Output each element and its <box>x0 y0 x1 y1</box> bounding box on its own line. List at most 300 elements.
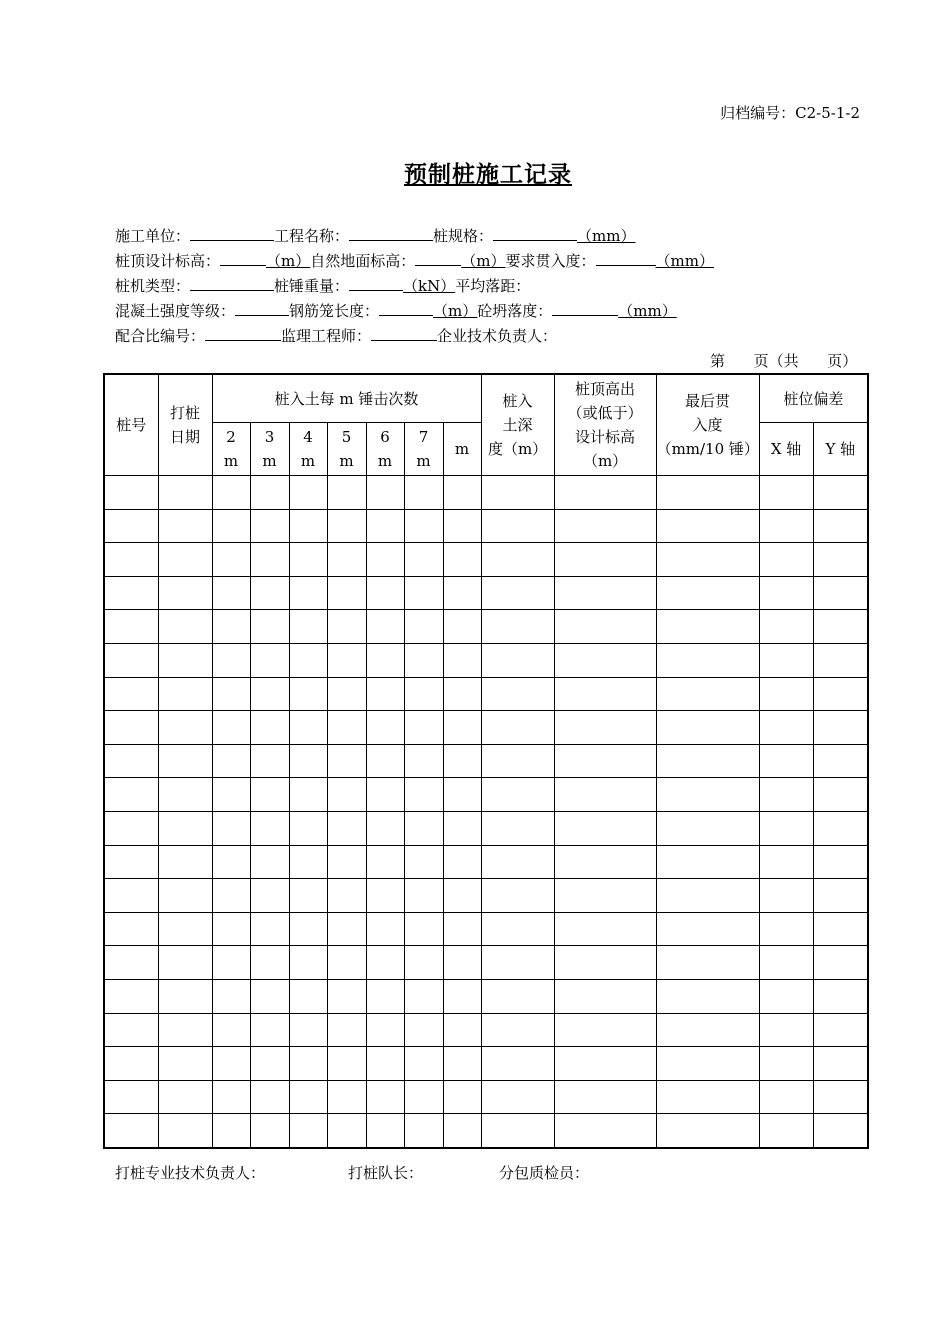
table-cell[interactable] <box>759 912 813 946</box>
table-cell[interactable] <box>443 677 481 711</box>
table-cell[interactable] <box>158 1047 212 1081</box>
table-cell[interactable] <box>212 946 250 980</box>
table-cell[interactable] <box>813 677 868 711</box>
table-cell[interactable] <box>250 509 289 543</box>
table-cell[interactable] <box>813 979 868 1013</box>
table-cell[interactable] <box>813 543 868 577</box>
table-cell[interactable] <box>759 711 813 745</box>
table-cell[interactable] <box>250 677 289 711</box>
table-cell[interactable] <box>212 979 250 1013</box>
table-cell[interactable] <box>104 543 158 577</box>
table-cell[interactable] <box>366 845 404 879</box>
table-cell[interactable] <box>759 946 813 980</box>
table-cell[interactable] <box>656 643 759 677</box>
table-cell[interactable] <box>759 979 813 1013</box>
table-cell[interactable] <box>481 711 554 745</box>
slump-field[interactable] <box>552 301 618 316</box>
table-cell[interactable] <box>366 979 404 1013</box>
table-cell[interactable] <box>327 1114 366 1148</box>
construction-unit-field[interactable] <box>190 226 274 241</box>
table-cell[interactable] <box>104 1013 158 1047</box>
table-cell[interactable] <box>158 711 212 745</box>
table-cell[interactable] <box>327 677 366 711</box>
table-cell[interactable] <box>443 476 481 510</box>
table-cell[interactable] <box>158 476 212 510</box>
hammer-weight-field[interactable] <box>349 276 403 291</box>
table-cell[interactable] <box>158 912 212 946</box>
table-cell[interactable] <box>656 509 759 543</box>
table-cell[interactable] <box>289 576 327 610</box>
table-cell[interactable] <box>656 912 759 946</box>
table-cell[interactable] <box>289 744 327 778</box>
table-cell[interactable] <box>554 711 656 745</box>
table-cell[interactable] <box>104 744 158 778</box>
table-cell[interactable] <box>656 1080 759 1114</box>
table-cell[interactable] <box>212 643 250 677</box>
table-cell[interactable] <box>250 643 289 677</box>
table-cell[interactable] <box>289 476 327 510</box>
required-penetration-field[interactable] <box>596 251 656 266</box>
table-cell[interactable] <box>554 744 656 778</box>
table-cell[interactable] <box>656 946 759 980</box>
table-cell[interactable] <box>104 879 158 913</box>
table-cell[interactable] <box>404 744 443 778</box>
table-cell[interactable] <box>404 1047 443 1081</box>
table-cell[interactable] <box>366 711 404 745</box>
table-cell[interactable] <box>404 879 443 913</box>
table-cell[interactable] <box>104 912 158 946</box>
table-cell[interactable] <box>813 711 868 745</box>
table-cell[interactable] <box>212 879 250 913</box>
table-cell[interactable] <box>554 643 656 677</box>
table-cell[interactable] <box>327 711 366 745</box>
table-cell[interactable] <box>404 811 443 845</box>
table-cell[interactable] <box>759 543 813 577</box>
table-cell[interactable] <box>404 576 443 610</box>
table-cell[interactable] <box>250 946 289 980</box>
table-cell[interactable] <box>250 711 289 745</box>
table-cell[interactable] <box>554 946 656 980</box>
table-cell[interactable] <box>443 879 481 913</box>
table-cell[interactable] <box>759 476 813 510</box>
table-cell[interactable] <box>104 509 158 543</box>
table-cell[interactable] <box>481 1080 554 1114</box>
table-cell[interactable] <box>443 711 481 745</box>
table-cell[interactable] <box>327 476 366 510</box>
table-cell[interactable] <box>327 879 366 913</box>
project-name-field[interactable] <box>349 226 433 241</box>
table-cell[interactable] <box>366 677 404 711</box>
table-cell[interactable] <box>813 1013 868 1047</box>
table-cell[interactable] <box>656 1047 759 1081</box>
table-cell[interactable] <box>250 1013 289 1047</box>
table-cell[interactable] <box>212 509 250 543</box>
table-cell[interactable] <box>443 610 481 644</box>
table-cell[interactable] <box>481 912 554 946</box>
concrete-grade-field[interactable] <box>235 301 289 316</box>
table-cell[interactable] <box>366 610 404 644</box>
table-cell[interactable] <box>327 912 366 946</box>
table-cell[interactable] <box>104 1047 158 1081</box>
table-cell[interactable] <box>481 979 554 1013</box>
ground-elev-field[interactable] <box>415 251 461 266</box>
table-cell[interactable] <box>212 1080 250 1114</box>
table-cell[interactable] <box>443 1080 481 1114</box>
table-cell[interactable] <box>759 509 813 543</box>
table-cell[interactable] <box>813 643 868 677</box>
table-cell[interactable] <box>366 509 404 543</box>
table-cell[interactable] <box>289 543 327 577</box>
table-cell[interactable] <box>327 1047 366 1081</box>
table-cell[interactable] <box>813 744 868 778</box>
table-cell[interactable] <box>289 811 327 845</box>
table-cell[interactable] <box>250 1080 289 1114</box>
pile-top-elev-field[interactable] <box>220 251 266 266</box>
table-cell[interactable] <box>759 811 813 845</box>
table-cell[interactable] <box>212 845 250 879</box>
table-cell[interactable] <box>656 979 759 1013</box>
table-cell[interactable] <box>759 576 813 610</box>
table-cell[interactable] <box>813 778 868 812</box>
table-cell[interactable] <box>289 912 327 946</box>
table-cell[interactable] <box>289 946 327 980</box>
table-cell[interactable] <box>289 1114 327 1148</box>
table-cell[interactable] <box>554 509 656 543</box>
table-cell[interactable] <box>656 1114 759 1148</box>
table-cell[interactable] <box>366 543 404 577</box>
table-cell[interactable] <box>158 610 212 644</box>
table-cell[interactable] <box>366 778 404 812</box>
table-cell[interactable] <box>104 476 158 510</box>
table-cell[interactable] <box>327 778 366 812</box>
table-cell[interactable] <box>443 811 481 845</box>
table-cell[interactable] <box>443 576 481 610</box>
table-cell[interactable] <box>289 845 327 879</box>
table-cell[interactable] <box>813 879 868 913</box>
table-cell[interactable] <box>212 711 250 745</box>
table-cell[interactable] <box>289 1080 327 1114</box>
table-cell[interactable] <box>158 979 212 1013</box>
table-cell[interactable] <box>212 543 250 577</box>
table-cell[interactable] <box>250 744 289 778</box>
table-cell[interactable] <box>481 476 554 510</box>
table-cell[interactable] <box>289 879 327 913</box>
table-cell[interactable] <box>656 476 759 510</box>
table-cell[interactable] <box>443 845 481 879</box>
table-cell[interactable] <box>759 845 813 879</box>
table-cell[interactable] <box>104 778 158 812</box>
table-cell[interactable] <box>250 1114 289 1148</box>
table-cell[interactable] <box>481 879 554 913</box>
table-cell[interactable] <box>366 879 404 913</box>
table-cell[interactable] <box>554 677 656 711</box>
table-row <box>104 543 868 577</box>
table-cell[interactable] <box>250 879 289 913</box>
table-cell[interactable] <box>250 845 289 879</box>
table-cell[interactable] <box>158 643 212 677</box>
table-cell[interactable] <box>554 912 656 946</box>
table-cell[interactable] <box>481 576 554 610</box>
table-cell[interactable] <box>656 677 759 711</box>
table-cell[interactable] <box>158 509 212 543</box>
table-cell[interactable] <box>212 576 250 610</box>
table-cell[interactable] <box>481 509 554 543</box>
table-cell[interactable] <box>212 677 250 711</box>
table-cell[interactable] <box>443 979 481 1013</box>
table-cell[interactable] <box>212 1013 250 1047</box>
table-cell[interactable] <box>250 476 289 510</box>
table-cell[interactable] <box>212 912 250 946</box>
table-cell[interactable] <box>404 543 443 577</box>
table-cell[interactable] <box>212 811 250 845</box>
table-cell[interactable] <box>158 1013 212 1047</box>
table-cell[interactable] <box>481 778 554 812</box>
table-cell[interactable] <box>327 979 366 1013</box>
table-cell[interactable] <box>656 744 759 778</box>
table-cell[interactable] <box>813 610 868 644</box>
table-cell[interactable] <box>404 912 443 946</box>
table-cell[interactable] <box>759 778 813 812</box>
table-cell[interactable] <box>759 643 813 677</box>
table-cell[interactable] <box>481 643 554 677</box>
table-cell[interactable] <box>759 744 813 778</box>
table-cell[interactable] <box>656 778 759 812</box>
table-cell[interactable] <box>481 744 554 778</box>
table-cell[interactable] <box>250 912 289 946</box>
table-cell[interactable] <box>813 811 868 845</box>
table-cell[interactable] <box>554 610 656 644</box>
table-cell[interactable] <box>759 1080 813 1114</box>
table-cell[interactable] <box>481 845 554 879</box>
table-cell[interactable] <box>366 912 404 946</box>
table-cell[interactable] <box>813 1047 868 1081</box>
table-cell[interactable] <box>104 811 158 845</box>
table-cell[interactable] <box>813 476 868 510</box>
table-cell[interactable] <box>481 1013 554 1047</box>
table-cell[interactable] <box>158 1080 212 1114</box>
table-cell[interactable] <box>759 610 813 644</box>
table-cell[interactable] <box>366 1080 404 1114</box>
table-cell[interactable] <box>327 1080 366 1114</box>
table-cell[interactable] <box>443 1114 481 1148</box>
table-cell[interactable] <box>443 946 481 980</box>
table-cell[interactable] <box>212 778 250 812</box>
table-cell[interactable] <box>656 711 759 745</box>
table-row <box>104 811 868 845</box>
table-cell[interactable] <box>104 610 158 644</box>
table-cell[interactable] <box>366 476 404 510</box>
table-cell[interactable] <box>656 576 759 610</box>
table-cell[interactable] <box>158 1114 212 1148</box>
table-cell[interactable] <box>404 476 443 510</box>
table-cell[interactable] <box>158 845 212 879</box>
machine-type-field[interactable] <box>190 276 274 291</box>
mix-no-field[interactable] <box>205 326 281 341</box>
table-cell[interactable] <box>366 643 404 677</box>
table-cell[interactable] <box>443 778 481 812</box>
table-cell[interactable] <box>481 1114 554 1148</box>
table-cell[interactable] <box>813 509 868 543</box>
table-cell[interactable] <box>104 946 158 980</box>
table-cell[interactable] <box>443 509 481 543</box>
table-cell[interactable] <box>404 778 443 812</box>
avg-drop-label: 平均落距： <box>455 277 531 295</box>
table-cell[interactable] <box>104 576 158 610</box>
table-cell[interactable] <box>327 576 366 610</box>
table-cell[interactable] <box>443 1047 481 1081</box>
table-cell[interactable] <box>212 476 250 510</box>
table-cell[interactable] <box>404 845 443 879</box>
table-cell[interactable] <box>554 1047 656 1081</box>
table-cell[interactable] <box>104 1114 158 1148</box>
table-cell[interactable] <box>759 1013 813 1047</box>
table-cell[interactable] <box>656 811 759 845</box>
table-cell[interactable] <box>289 1013 327 1047</box>
table-cell[interactable] <box>481 811 554 845</box>
table-cell[interactable] <box>554 543 656 577</box>
table-cell[interactable] <box>443 1013 481 1047</box>
table-cell[interactable] <box>404 509 443 543</box>
table-cell[interactable] <box>554 1114 656 1148</box>
table-cell[interactable] <box>554 879 656 913</box>
table-cell[interactable] <box>327 643 366 677</box>
table-cell[interactable] <box>554 778 656 812</box>
table-cell[interactable] <box>554 845 656 879</box>
table-cell[interactable] <box>327 845 366 879</box>
table-cell[interactable] <box>289 711 327 745</box>
table-cell[interactable] <box>656 879 759 913</box>
info-line-1 <box>115 226 636 246</box>
table-cell[interactable] <box>404 1080 443 1114</box>
table-cell[interactable] <box>404 1013 443 1047</box>
table-cell[interactable] <box>104 979 158 1013</box>
table-row <box>104 979 868 1013</box>
table-cell[interactable] <box>813 912 868 946</box>
table-cell[interactable] <box>366 1114 404 1148</box>
table-cell[interactable] <box>656 543 759 577</box>
table-cell[interactable] <box>443 912 481 946</box>
table-cell[interactable] <box>813 576 868 610</box>
table-cell[interactable] <box>443 744 481 778</box>
table-cell[interactable] <box>289 643 327 677</box>
table-cell[interactable] <box>104 845 158 879</box>
table-cell[interactable] <box>212 1047 250 1081</box>
table-cell[interactable] <box>104 643 158 677</box>
table-cell[interactable] <box>158 778 212 812</box>
table-cell[interactable] <box>481 610 554 644</box>
table-cell[interactable] <box>404 610 443 644</box>
table-cell[interactable] <box>327 1013 366 1047</box>
table-cell[interactable] <box>327 811 366 845</box>
table-cell[interactable] <box>158 677 212 711</box>
table-cell[interactable] <box>104 711 158 745</box>
table-cell[interactable] <box>158 576 212 610</box>
table-cell[interactable] <box>656 610 759 644</box>
table-cell[interactable] <box>813 845 868 879</box>
table-cell[interactable] <box>554 1013 656 1047</box>
table-cell[interactable] <box>327 946 366 980</box>
table-cell[interactable] <box>366 1047 404 1081</box>
table-cell[interactable] <box>212 744 250 778</box>
table-cell[interactable] <box>158 946 212 980</box>
pile-spec-field[interactable] <box>493 226 577 241</box>
table-cell[interactable] <box>366 1013 404 1047</box>
table-cell[interactable] <box>250 610 289 644</box>
table-cell[interactable] <box>554 476 656 510</box>
table-cell[interactable] <box>443 543 481 577</box>
table-cell[interactable] <box>104 677 158 711</box>
construction-unit-label: 施工单位： <box>115 227 191 245</box>
table-cell[interactable] <box>289 610 327 644</box>
table-cell[interactable] <box>366 576 404 610</box>
table-cell[interactable] <box>481 1047 554 1081</box>
table-cell[interactable] <box>656 1013 759 1047</box>
table-cell[interactable] <box>813 946 868 980</box>
table-cell[interactable] <box>554 979 656 1013</box>
table-cell[interactable] <box>404 711 443 745</box>
supervisor-field[interactable] <box>371 326 437 341</box>
table-cell[interactable] <box>250 543 289 577</box>
table-cell[interactable] <box>250 811 289 845</box>
table-cell[interactable] <box>250 979 289 1013</box>
table-cell[interactable] <box>327 744 366 778</box>
table-cell[interactable] <box>250 1047 289 1081</box>
table-cell[interactable] <box>759 1114 813 1148</box>
table-cell[interactable] <box>289 509 327 543</box>
table-cell[interactable] <box>554 1080 656 1114</box>
table-cell[interactable] <box>104 1080 158 1114</box>
table-cell[interactable] <box>759 879 813 913</box>
table-cell[interactable] <box>554 576 656 610</box>
table-cell[interactable] <box>366 946 404 980</box>
table-cell[interactable] <box>759 1047 813 1081</box>
table-cell[interactable] <box>327 610 366 644</box>
cage-length-field[interactable] <box>379 301 433 316</box>
table-cell[interactable] <box>404 677 443 711</box>
table-cell[interactable] <box>250 576 289 610</box>
table-cell[interactable] <box>212 610 250 644</box>
table-cell[interactable] <box>404 979 443 1013</box>
table-cell[interactable] <box>212 1114 250 1148</box>
table-cell[interactable] <box>554 811 656 845</box>
table-cell[interactable] <box>289 1047 327 1081</box>
table-cell[interactable] <box>327 509 366 543</box>
table-cell[interactable] <box>813 1114 868 1148</box>
table-cell[interactable] <box>366 811 404 845</box>
table-cell[interactable] <box>289 979 327 1013</box>
table-cell[interactable] <box>289 778 327 812</box>
table-cell[interactable] <box>404 643 443 677</box>
table-row <box>104 643 868 677</box>
table-cell[interactable] <box>250 778 289 812</box>
table-cell[interactable] <box>404 946 443 980</box>
table-cell[interactable] <box>759 677 813 711</box>
table-cell[interactable] <box>404 1114 443 1148</box>
table-cell[interactable] <box>481 677 554 711</box>
table-cell[interactable] <box>158 543 212 577</box>
table-cell[interactable] <box>813 1080 868 1114</box>
table-cell[interactable] <box>481 946 554 980</box>
table-cell[interactable] <box>366 744 404 778</box>
table-cell[interactable] <box>481 543 554 577</box>
table-cell[interactable] <box>289 677 327 711</box>
table-cell[interactable] <box>158 744 212 778</box>
table-cell[interactable] <box>656 845 759 879</box>
table-cell[interactable] <box>327 543 366 577</box>
table-cell[interactable] <box>158 879 212 913</box>
table-cell[interactable] <box>158 811 212 845</box>
table-cell[interactable] <box>443 643 481 677</box>
